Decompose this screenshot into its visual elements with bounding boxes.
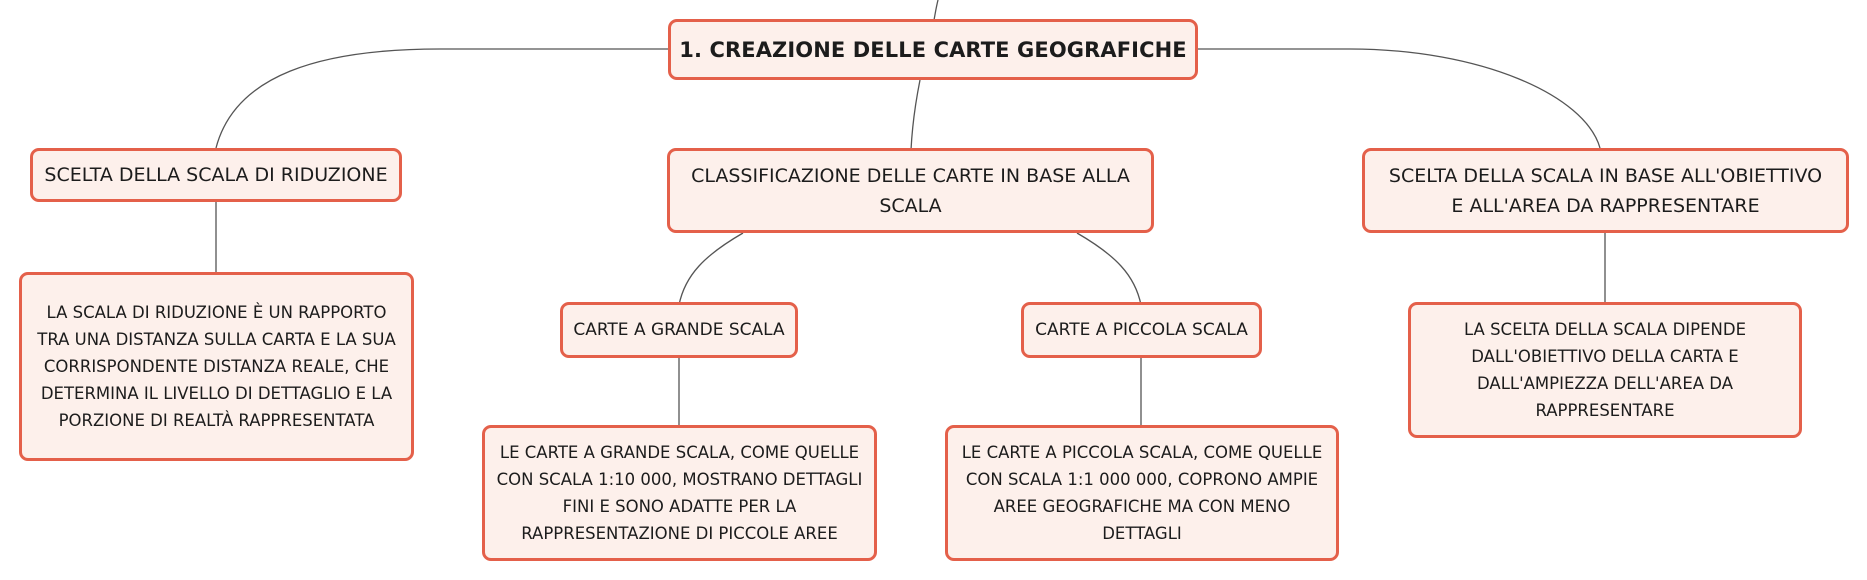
branch-label: CLASSIFICAZIONE DELLE CARTE IN BASE ALLA SCALA <box>691 164 1130 217</box>
connector-root-to-branch-2 <box>911 80 920 150</box>
subtopic-label: CARTE A PICCOLA SCALA <box>1035 319 1248 340</box>
detail-carte-grande-scala[interactable] <box>482 425 877 561</box>
detail-text: LA SCELTA DELLA SCALA DIPENDE DALL'OBIETTIVO DELLA CARTA E DALL'AMPIEZZA DELL'AREA DA RAPPRESENTARE <box>1463 320 1746 420</box>
connector-root-to-branch-1 <box>216 49 670 148</box>
detail-scala-riduzione[interactable] <box>19 272 414 461</box>
detail-text: LE CARTE A PICCOLA SCALA, COME QUELLE CON SCALA 1:1 000 000, COPRONO AMPIE AREE GEOGRAFICHE MA CON MENO DETTAGLI <box>961 443 1323 543</box>
subtopic-carte-grande-scala[interactable] <box>560 302 798 358</box>
detail-text: LE CARTE A GRANDE SCALA, COME QUELLE CON SCALA 1:10 000, MOSTRANO DETTAGLI FINI E SONO ADATTE PER LA RAPPRESENTAZIONE DI PICCOLE AREE <box>496 443 863 543</box>
branch-label: SCELTA DELLA SCALA IN BASE ALL'OBIETTIVO E ALL'AREA DA RAPPRESENTARE <box>1388 164 1823 217</box>
root-topic-label: 1. CREAZIONE DELLE CARTE GEOGRAFICHE <box>679 37 1187 62</box>
connector-root-to-branch-3 <box>1198 49 1600 148</box>
branch-scelta-scala-obiettivo[interactable] <box>1362 148 1849 233</box>
subtopic-carte-piccola-scala[interactable] <box>1021 302 1262 358</box>
branch-label: SCELTA DELLA SCALA DI RIDUZIONE <box>44 164 388 186</box>
branch-scelta-scala-riduzione[interactable] <box>30 148 402 202</box>
detail-text: LA SCALA DI RIDUZIONE È UN RAPPORTO TRA UNA DISTANZA SULLA CARTA E LA SUA CORRISPONDENTE DISTANZA REALE, CHE DETERMINA IL LIVELLO DI DETTAGLIO E LA PORZIONE DI REALTÀ RAPPRESENTATA <box>37 303 396 430</box>
root-topic[interactable] <box>668 19 1198 80</box>
detail-scelta-scala-obiettivo[interactable] <box>1408 302 1802 438</box>
branch-classificazione-carte[interactable] <box>667 148 1154 233</box>
subtopic-label: CARTE A GRANDE SCALA <box>573 319 785 340</box>
detail-carte-piccola-scala[interactable] <box>945 425 1339 561</box>
connector-branch-2-to-grande <box>679 233 743 305</box>
connector-top-offscreen <box>934 0 938 20</box>
connector-branch-2-to-piccola <box>1077 233 1141 305</box>
